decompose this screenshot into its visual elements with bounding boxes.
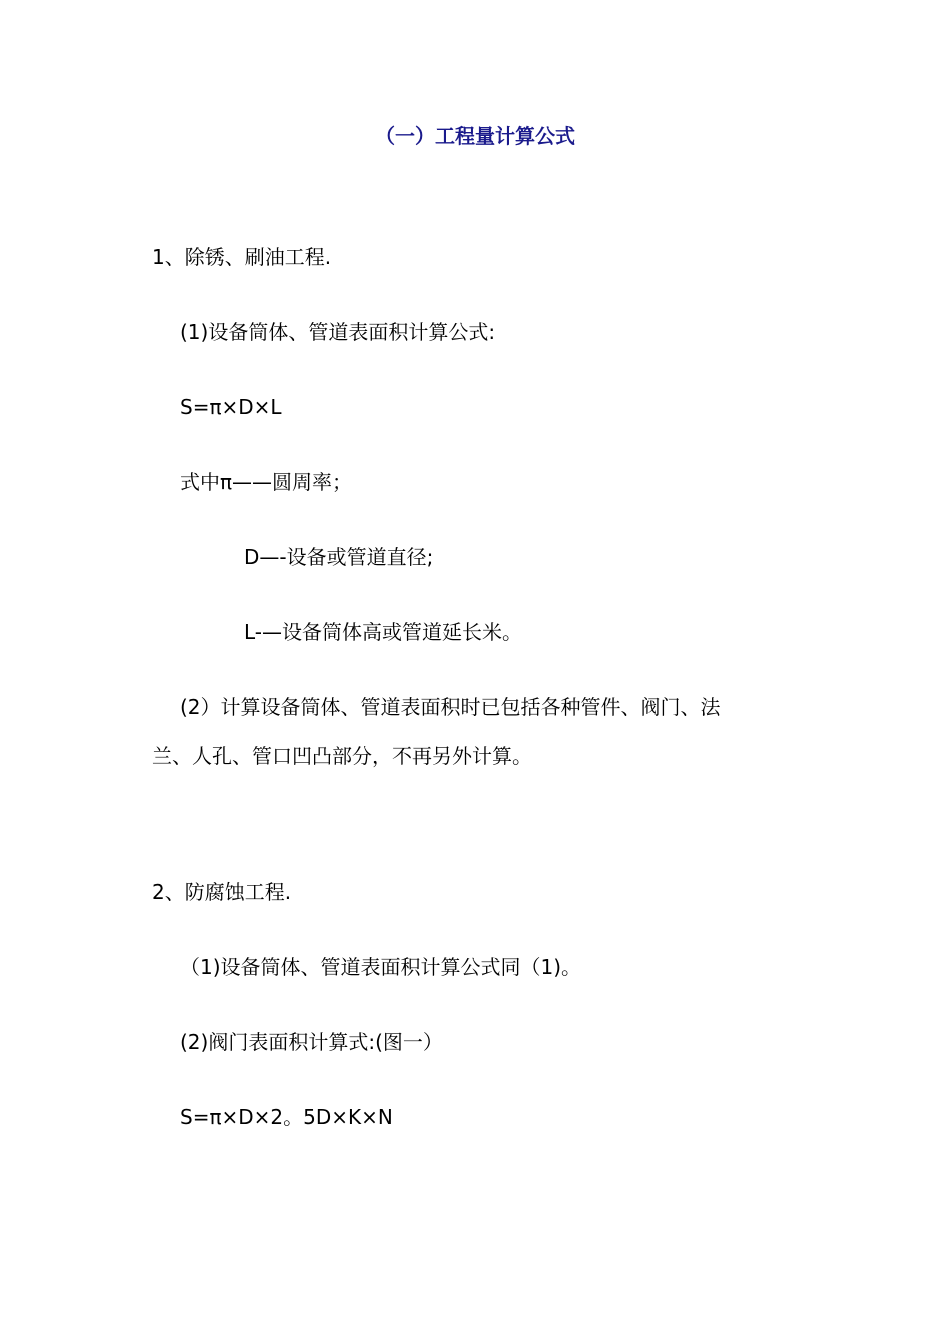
section2-item2-heading: (2)阀门表面积计算式:(图一）	[180, 1030, 443, 1054]
section1-item2-line1: (2）计算设备筒体、管道表面积时已包括各种管件、阀门、法	[180, 695, 721, 719]
section1-heading: 1、除锈、刷油工程.	[152, 245, 332, 269]
section1-where-l: L-—设备筒体高或管道延长米。	[244, 620, 523, 644]
section2-item1: （1)设备筒体、管道表面积计算公式同（1)。	[180, 955, 582, 979]
section2-heading: 2、防腐蚀工程.	[152, 880, 292, 904]
section1-where-pi: 式中π——圆周率；	[180, 470, 353, 494]
section1-formula: S=π×D×L	[180, 395, 282, 419]
document-title: （一）工程量计算公式	[375, 124, 575, 148]
section1-where-d: D—-设备或管道直径;	[244, 545, 434, 569]
section1-item1-heading: (1)设备筒体、管道表面积计算公式:	[180, 320, 496, 344]
section2-formula: S=π×D×2。5D×K×N	[180, 1105, 393, 1129]
section1-item2-line2: 兰、人孔、管口凹凸部分，不再另外计算。	[152, 744, 532, 768]
